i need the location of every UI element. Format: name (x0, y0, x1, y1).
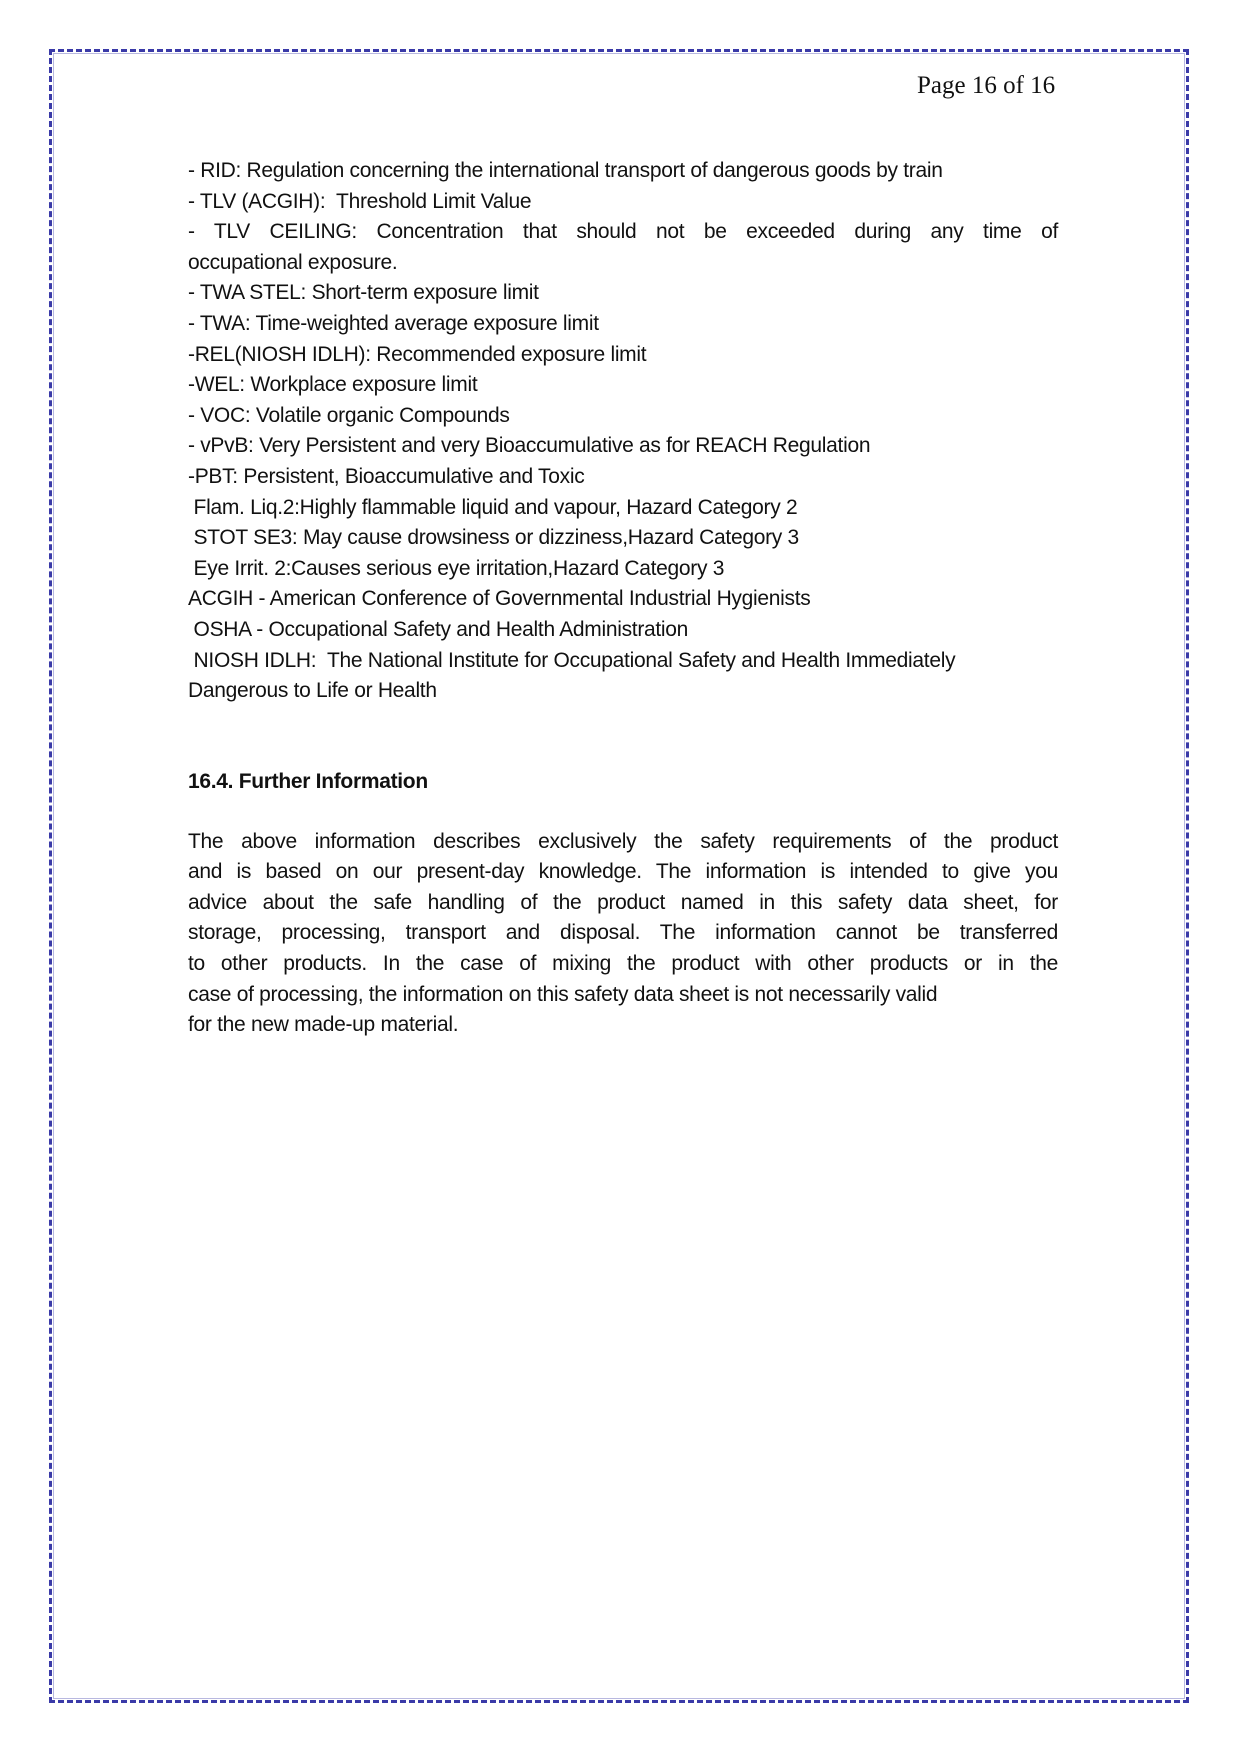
section-heading: 16.4. Further Information (188, 769, 428, 793)
abbreviation-line: -WEL: Workplace exposure limit (188, 373, 478, 397)
abbreviation-line: Eye Irrit. 2:Causes serious eye irritation,Hazard Category 3 (188, 556, 725, 580)
abbreviation-line: -REL(NIOSH IDLH): Recommended exposure limit (188, 342, 647, 366)
paragraph-line: case of processing, the information on this safety data sheet is not necessarily valid (188, 982, 938, 1006)
abbreviation-line: occupational exposure. (188, 250, 398, 274)
abbreviation-line: Dangerous to Life or Health (188, 679, 437, 703)
abbreviation-line: NIOSH IDLH: The National Institute for Occupational Safety and Health Immediately (188, 648, 956, 672)
abbreviation-line: - TWA: Time-weighted average exposure limit (188, 311, 599, 335)
paragraph-line: advice about the safe handling of the product named in this safety data sheet, for (188, 890, 1058, 914)
abbreviation-line: - TWA STEL: Short-term exposure limit (188, 281, 539, 305)
abbreviation-line: Flam. Liq.2:Highly flammable liquid and vapour, Hazard Category 2 (188, 495, 798, 519)
paragraph-line: for the new made-up material. (188, 1013, 459, 1037)
paragraph-line: The above information describes exclusively the safety requirements of the product (188, 829, 1058, 853)
abbreviations-list (188, 156, 1058, 707)
page-number: Page 16 of 16 (917, 72, 1056, 99)
paragraph-line: and is based on our present-day knowledge. The information is intended to give you (188, 860, 1058, 884)
abbreviation-line: - TLV (ACGIH): Threshold Limit Value (188, 189, 532, 213)
abbreviation-line: ACGIH - American Conference of Governmental Industrial Hygienists (188, 587, 811, 611)
paragraph-line: storage, processing, transport and disposal. The information cannot be transferred (188, 921, 1058, 945)
paragraph-line: to other products. In the case of mixing the product with other products or in the (188, 952, 1058, 976)
abbreviation-line: - RID: Regulation concerning the international transport of dangerous goods by train (188, 159, 943, 182)
abbreviation-line: - TLV CEILING: Concentration that should not be exceeded during any time of (188, 220, 1058, 244)
abbreviation-line: OSHA - Occupational Safety and Health Administration (188, 617, 689, 641)
abbreviation-line: STOT SE3: May cause drowsiness or dizziness,Hazard Category 3 (188, 526, 799, 550)
abbreviation-line: - VOC: Volatile organic Compounds (188, 403, 510, 427)
abbreviation-line: - vPvB: Very Persistent and very Bioaccumulative as for REACH Regulation (188, 434, 871, 458)
document-body (188, 156, 1058, 1041)
abbreviation-line: -PBT: Persistent, Bioaccumulative and Toxic (188, 464, 585, 488)
further-information-paragraph (188, 827, 1058, 1041)
